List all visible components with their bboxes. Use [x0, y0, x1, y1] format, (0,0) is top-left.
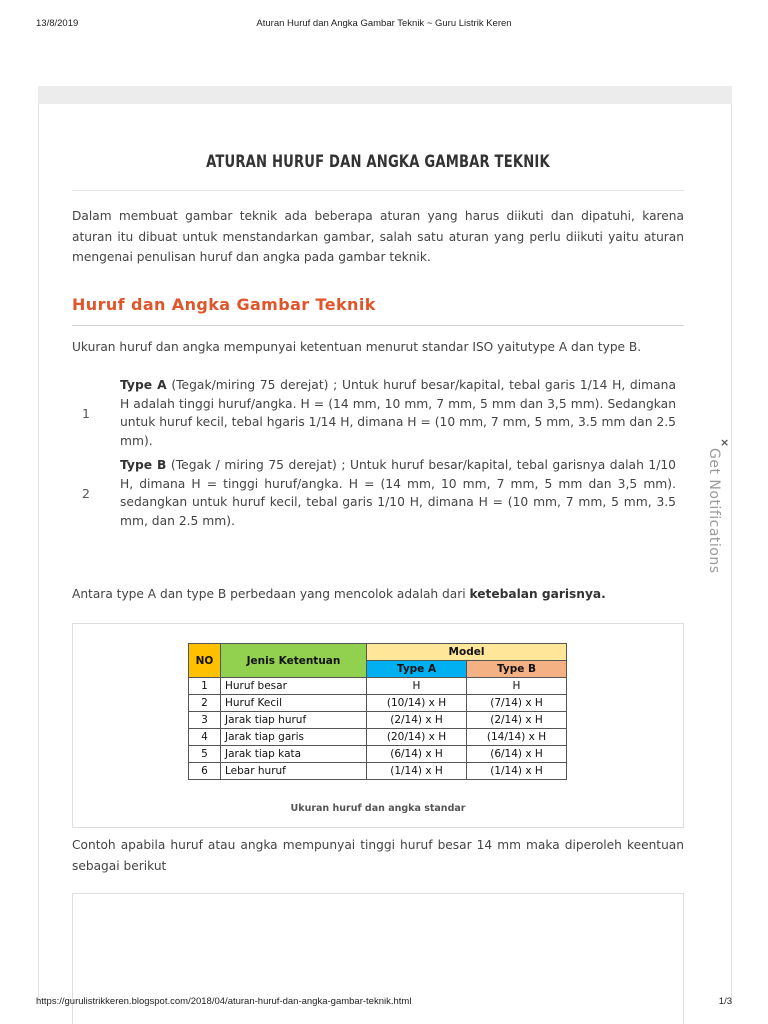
list-item-text: (Tegak / miring 75 derejat) ; Untuk huruf besar/kapital, tebal garisnya dalah 1/10 H, dimana H = tinggi huruf/angka. H = (14 mm, 10 mm, 7 mm, 5 mm dan 3,5 mm). sedangkan untuk huruf kecil, tebal garis 1/10 H, dimana H = (10 mm, 7 mm, 5 mm, 3.5 mm, dan 2.5 mm). — [120, 458, 677, 528]
cell-jenis: Huruf Kecil — [221, 695, 367, 712]
cell-no: 5 — [189, 746, 221, 763]
print-page-number: 1/3 — [718, 996, 732, 1007]
cell-type-a: (6/14) x H — [367, 746, 467, 763]
intro-paragraph: Dalam membuat gambar teknik ada beberapa aturan yang harus diikuti dan dipatuhi, karena aturan itu dibuat untuk menstandarkan gambar, salah satu aturan yang perlu diikuti yaitu aturan mengenai penulisan huruf dan angka pada gambar teknik. — [72, 209, 684, 264]
cell-type-a: (20/14) x H — [367, 729, 467, 746]
cell-type-b: (6/14) x H — [467, 746, 567, 763]
header-no: NO — [189, 644, 221, 678]
spec-table — [188, 643, 567, 780]
cell-type-a: (10/14) x H — [367, 695, 467, 712]
cell-jenis: Lebar huruf — [221, 763, 367, 780]
blog-top-bar — [38, 86, 732, 104]
list-item-body — [120, 376, 676, 450]
cell-type-a: H — [367, 678, 467, 695]
cell-type-b: (2/14) x H — [467, 712, 567, 729]
print-title: Aturan Huruf dan Angka Gambar Teknik ~ Guru Listrik Keren — [256, 18, 512, 29]
section-divider — [72, 325, 684, 326]
example-paragraph: Contoh apabila huruf atau angka mempunyai tinggi huruf besar 14 mm maka diperoleh keentuan sebagai berikut — [72, 838, 684, 873]
section-intro-paragraph: Ukuran huruf dan angka mempunyai ketentuan menurut standar ISO yaitutype A dan type B. — [72, 340, 642, 354]
post-title: ATURAN HURUF DAN ANGKA GAMBAR TEKNIK — [206, 152, 550, 172]
header-type-b: Type B — [467, 661, 567, 678]
header-jenis-ketentuan: Jenis Ketentuan — [221, 644, 367, 678]
cell-no: 2 — [189, 695, 221, 712]
print-url: https://gurulistrikkeren.blogspot.com/2018/04/aturan-huruf-dan-angka-gambar-teknik.html — [36, 996, 412, 1007]
cell-jenis: Jarak tiap huruf — [221, 712, 367, 729]
list-item-text: (Tegak/miring 75 derejat) ; Untuk huruf besar/kapital, tebal garis 1/14 H, dimana H adalah tinggi huruf/angka. H = (14 mm, 10 mm, 7 mm, 5 mm dan 3,5 mm). Sedangkan untuk huruf kecil, tebal hgaris 1/14 H, dimana H = (10 mm, 7 mm, 5 mm, 3.5 mm dan 2.5 mm). — [120, 378, 676, 448]
cell-no: 4 — [189, 729, 221, 746]
header-type-a: Type A — [367, 661, 467, 678]
cell-no: 6 — [189, 763, 221, 780]
table-row — [189, 678, 567, 695]
cell-type-b: (1/14) x H — [467, 763, 567, 780]
cell-no: 3 — [189, 712, 221, 729]
close-icon[interactable]: × — [720, 436, 730, 449]
title-divider — [72, 190, 684, 191]
cell-no: 1 — [189, 678, 221, 695]
compare-text: Antara type A dan type B perbedaan yang mencolok adalah dari — [72, 587, 470, 601]
list-item-label: Type A — [120, 378, 167, 392]
compare-emphasis: ketebalan garisnya. — [469, 587, 606, 601]
print-header — [0, 18, 768, 32]
table-row — [189, 746, 567, 763]
list-item-number: 2 — [82, 486, 90, 501]
section-heading: Huruf dan Angka Gambar Teknik — [72, 295, 376, 314]
cell-jenis: Huruf besar — [221, 678, 367, 695]
table-row — [189, 712, 567, 729]
cell-jenis: Jarak tiap kata — [221, 746, 367, 763]
print-footer — [0, 996, 768, 1010]
print-date: 13/8/2019 — [36, 18, 79, 29]
table-row — [189, 695, 567, 712]
list-item-number: 1 — [82, 406, 90, 421]
header-model: Model — [367, 644, 567, 661]
table-row — [189, 729, 567, 746]
cell-jenis: Jarak tiap garis — [221, 729, 367, 746]
cell-type-b: (14/14) x H — [467, 729, 567, 746]
list-item-body — [120, 456, 676, 530]
compare-paragraph — [72, 584, 684, 605]
list-item-label: Type B — [120, 458, 167, 472]
table-row — [189, 763, 567, 780]
get-notifications-label[interactable]: Get Notifications — [706, 448, 722, 574]
cell-type-b: H — [467, 678, 567, 695]
cell-type-a: (2/14) x H — [367, 712, 467, 729]
cell-type-a: (1/14) x H — [367, 763, 467, 780]
notification-widget[interactable] — [702, 436, 728, 586]
cell-type-b: (7/14) x H — [467, 695, 567, 712]
figure-caption: Ukuran huruf dan angka standar — [290, 803, 466, 814]
